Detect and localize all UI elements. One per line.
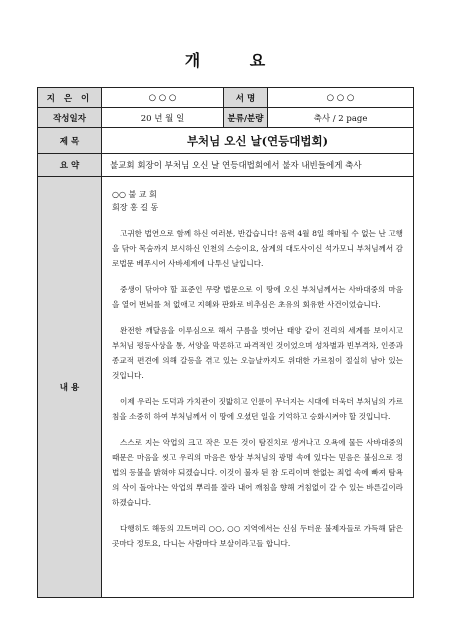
document-title: 개 요 — [184, 51, 288, 70]
author-label: 지 은 이 — [38, 88, 102, 108]
subject-label: 제 목 — [38, 128, 102, 154]
category-value: 축사 / 2 page — [268, 108, 414, 128]
content-row — [38, 177, 414, 598]
paragraph: 고귀한 법연으로 함께 하신 여러분, 반갑습니다! 음력 4월 8일 해마될 수 없는 난 고행을 닦아 목숨까지 보시하신 인천의 스승이요, 삼계의 대도사이신 석가모니 부처님께서 감로법문 베푸시어 사바세계에 나투신 날입니다. — [112, 229, 403, 268]
summary-value: 불교회 회장이 부처님 오신 날 연등대법회에서 불자 내빈들에게 축사 — [102, 154, 414, 177]
speaker-value: ○ ○ ○ — [268, 88, 414, 108]
subject-value: 부처님 오신 날(연등대법회) — [102, 128, 414, 154]
date-label: 작성일자 — [38, 108, 102, 128]
info-table — [37, 87, 414, 598]
paragraph: 다행히도 해동의 끄트머리 ○○, ○○ 지역에서는 신심 두터운 불제자들로 가득해 닭은 곳마다 정토요, 다니는 사람마다 보살이라고들 합니다. — [112, 524, 403, 548]
content-body — [102, 177, 414, 598]
speaker-label: 서 명 — [224, 88, 268, 108]
paragraph: 완전한 깨달음을 이루심으로 해서 구름을 벗어난 태양 같이 진리의 세계를 보이시고 부처님 평등사상을 통, 서양을 막론하고 파격적인 것이었으며 성차별과 빈부격차, 인종과 종교적 편견에 의해 갈등을 겪고 있는 오늘날까지도 위대한 가르침이 절실히 남아 있는 것입니다. — [112, 326, 403, 380]
organization-line: ○○ 불 교 회 — [112, 190, 157, 199]
subject-row — [38, 128, 414, 154]
paragraph: 이제 우리는 도덕과 가치관이 짓밟히고 인륜이 무너지는 시대에 더욱더 부처님의 가르침을 소중히 하여 부처님께서 이 땅에 오셨던 일을 기억하고 승화시켜야 할 것입니다. — [112, 397, 403, 421]
paragraph: 중생이 닦아야 할 표준인 무량 법문으로 이 땅에 오신 부처님께서는 사바대중의 마음을 열어 번뇌를 쳐 없애고 지혜와 판화로 비추심은 초유의 회유한 사건이었습니다. — [112, 285, 403, 309]
content-label: 내 용 — [38, 177, 102, 598]
author-value: ○ ○ ○ — [102, 88, 224, 108]
author-row — [38, 88, 414, 108]
date-value: 20 년 월 일 — [102, 108, 224, 128]
date-row — [38, 108, 414, 128]
paragraph: 스스로 지는 악업의 크고 작은 모든 것이 탐진치로 생겨나고 오욕에 물든 사바대중의 때문은 마음을 씻고 우리의 마음은 항상 부처님의 광명 속에 있다는 믿음은 불심으로 정법의 등불을 밝혀야 되겠습니다. 이것이 불자 된 참 도리이며 한없는 죄업 속에 빠져 탐욕의 삭이 돌아나는 악업의 뿌리를 잘라 내어 깨침을 향해 거침없이 갈 수 있는 바른길이라 하겠습니다. — [112, 438, 403, 507]
summary-row — [38, 154, 414, 177]
speaker-name-line: 회장 홍 길 동 — [112, 203, 159, 212]
summary-label: 요 약 — [38, 154, 102, 177]
category-label: 분류/분량 — [224, 108, 268, 128]
